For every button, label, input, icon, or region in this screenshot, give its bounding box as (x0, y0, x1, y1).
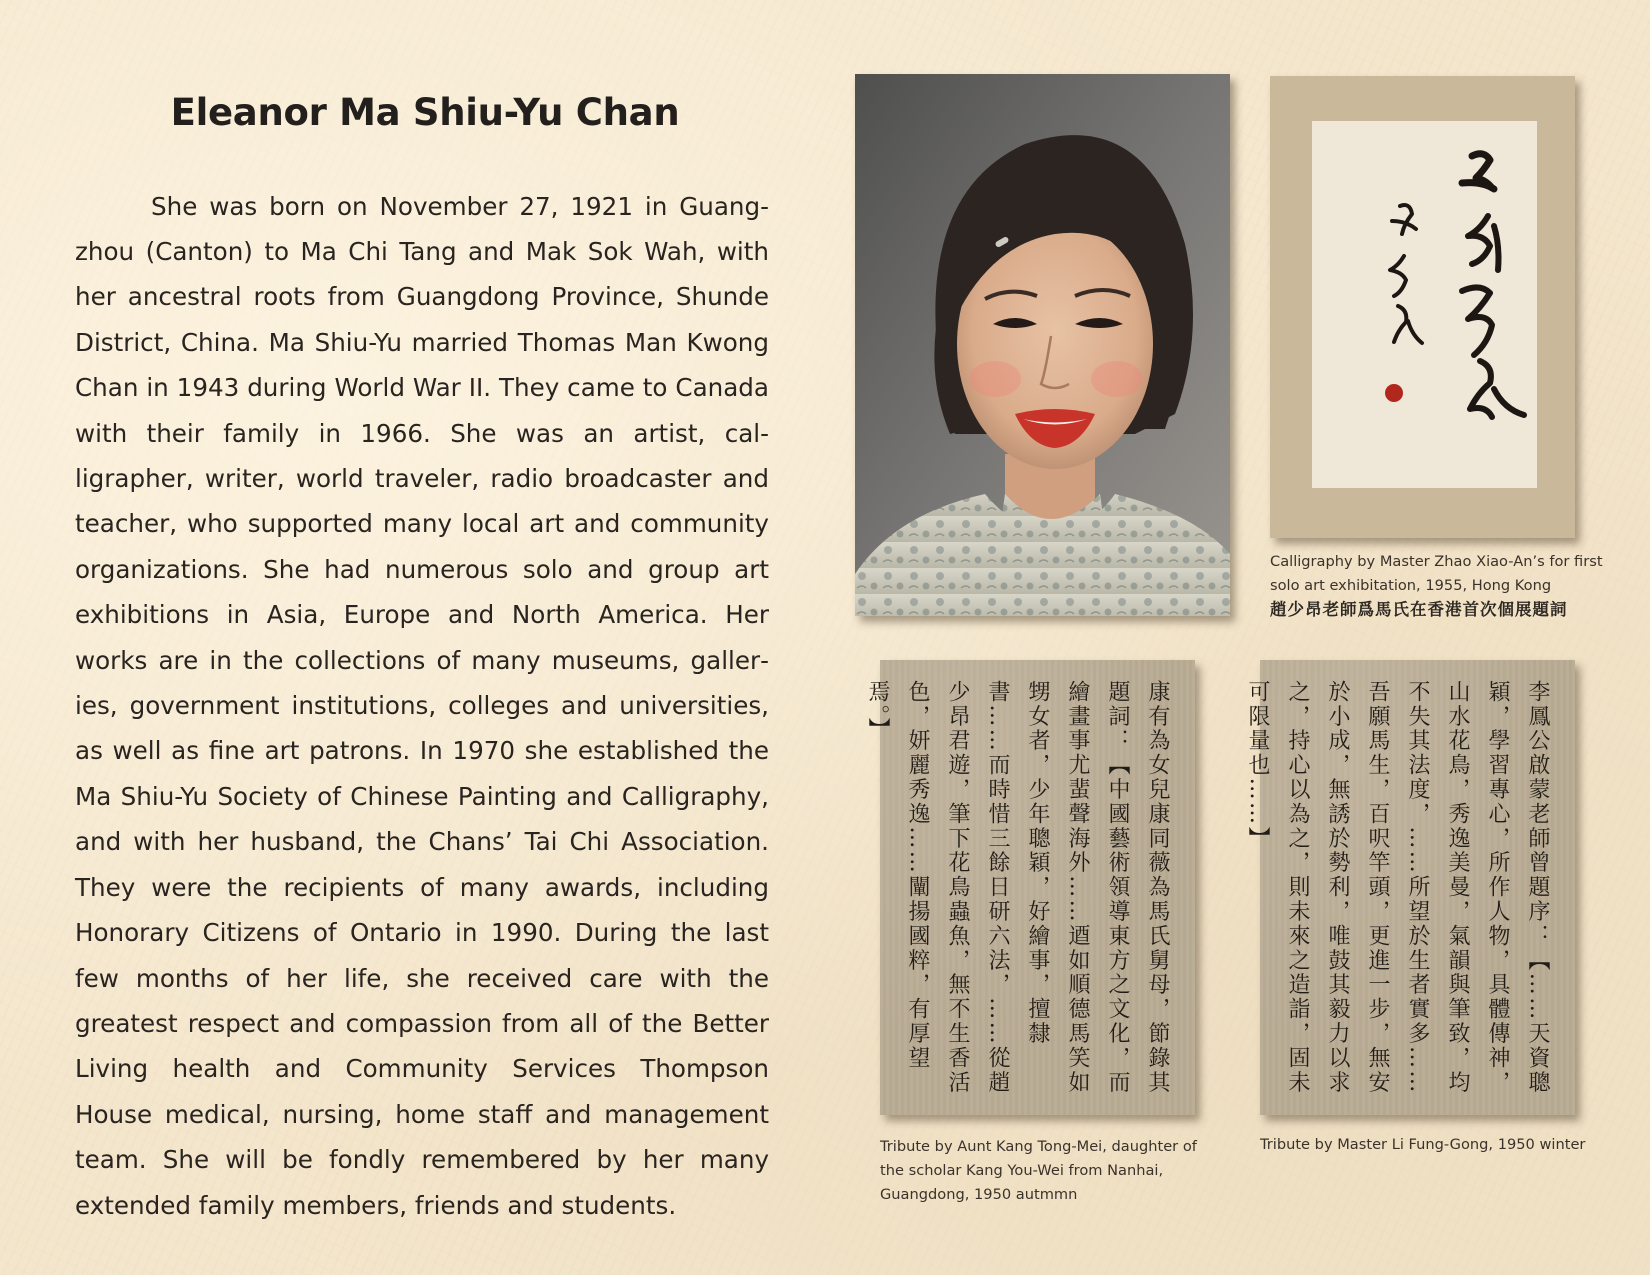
red-seal-icon (1385, 384, 1403, 402)
tribute-li-caption: Tribute by Master Li Fung-Gong, 1950 winter (1260, 1136, 1586, 1153)
tribute-kang-text: 康有為女兒康同薇為馬氏舅母，節錄其題詞：【中國藝術領導東方之文化，而繪畫事尤蜚聲海外……逎如順德馬笑如甥女者，少年聰穎，好繪事，擅隸書……而時惜三餘日研六法，……從趙少昂君遊，筆下花鳥蟲魚，無不生香活色，妍麗秀逸……闡揚國粹，有厚望焉。】 (865, 680, 1170, 1095)
biography-text: She was born on November 27, 1921 in Guangzhou (Canton) to Ma Chi Tang and Mak Sok Wah, with her ancestral roots from Guangdong Province, Shunde District, China. Ma Shiu-Yu married Thomas Man Kwong Chan in 1943 during World War II. They came to Canada with their family in 1966. She was an artist, calligrapher, writer, world traveler, radio broadcaster and teacher, who supported many local art and community organizations. She had numerous solo and group art exhibitions in Asia, Europe and North America. Her works are in the collections of many museums, galleries, government institutions, colleges and universities, as well as fine art patrons. In 1970 she established the Ma Shiu-Yu Society of Chinese Painting and Calligraphy, and with her husband, the Chans’ Tai Chi Association. They were the recipients of many awards, including Honorary Citizens of Ontario in 1990. During the last few months of her life, she received care with the greatest respect and compassion from all of the Better Living health and Community Services Thompson House medical, nursing, home staff and management team. She will be fondly remembered by her many extended family members, friends and students. (75, 191, 769, 1220)
portrait-illustration (855, 74, 1230, 616)
tribute-li-text: 李鳳公啟蒙老師曾題序：【……天資聰穎，學習專心，所作人物，具體傳神，山水花鳥，秀逸美曼，氣韻與筆致，均不失其法度，……所望於生者實多……吾願馬生，百呎竿頭，更進一步，無安於小成，無誘於勢利，唯鼓其毅力以求之，持心以為之，則未來之造詣，固未可限量也……】 (1245, 680, 1550, 1095)
calligraphy-caption (1270, 550, 1610, 622)
tribute-kang-caption: Tribute by Aunt Kang Tong-Mei, daughter of the scholar Kang You-Wei from Nanhai, Guangdong, 1950 autmmn (880, 1138, 1197, 1203)
portrait-photo (855, 74, 1230, 616)
tribute-panel-kang (865, 660, 1195, 1115)
page-title: Eleanor Ma Shiu-Yu Chan (170, 90, 680, 134)
calligraphy-paper (1312, 121, 1537, 488)
tribute-panel-li (1245, 660, 1575, 1115)
calligraphy-caption-zh: 趙少昂老師爲馬氏在香港首次個展題詞 (1270, 600, 1568, 619)
calligraphy-brushwork (1312, 121, 1537, 488)
calligraphy-scroll-image (1270, 76, 1575, 538)
calligraphy-caption-en: Calligraphy by Master Zhao Xiao-An’s for first solo art exhibitation, 1955, Hong Kong (1270, 553, 1603, 594)
